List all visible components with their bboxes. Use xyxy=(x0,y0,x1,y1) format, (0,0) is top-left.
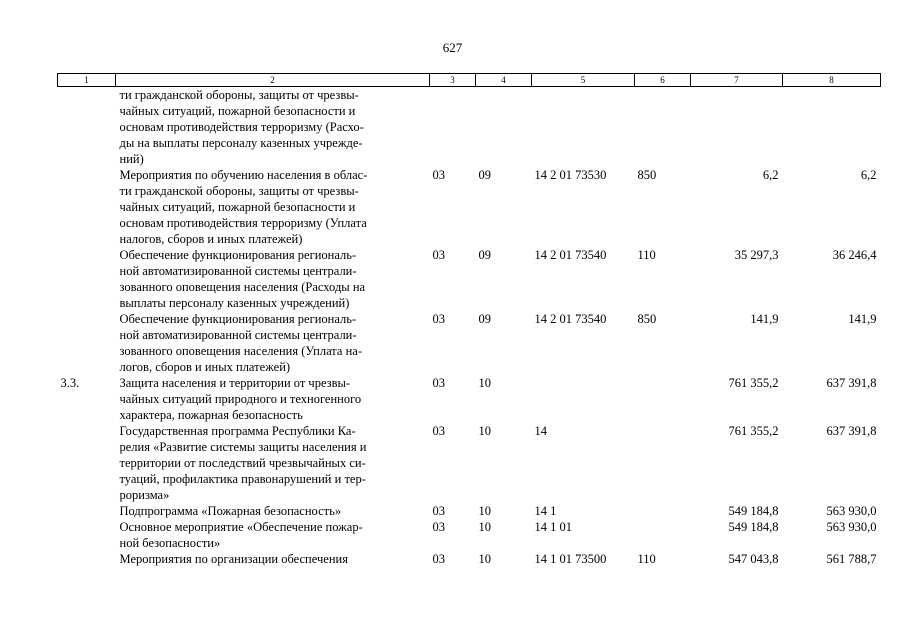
target-article-code: 14 2 01 73530 xyxy=(534,168,607,182)
item-number xyxy=(58,87,116,168)
table-row xyxy=(58,551,881,567)
expense-type-code: 110 xyxy=(637,248,656,262)
item-description: Государственная программа Республики Ка- релия «Развитие системы защиты населения и территории от последствий чрезвычайных си- туаций, профилактика правонарушений и тер- роризма» xyxy=(119,424,367,502)
item-number xyxy=(58,311,116,375)
amount-year-1: 549 184,8 xyxy=(728,520,779,534)
item-description: Мероприятия по организации обеспечения xyxy=(119,552,348,566)
table-row xyxy=(58,247,881,311)
section-code xyxy=(430,87,476,168)
amount-year-1: 6,2 xyxy=(762,168,779,182)
table-row xyxy=(58,519,881,551)
amount-year-1 xyxy=(691,87,783,168)
subsection-code: 10 xyxy=(478,376,491,390)
amount-year-1: 141,9 xyxy=(750,312,779,326)
item-description: Обеспечение функционирования региональ- ной автоматизированной системы централи- зованного оповещения населения (Расходы на выплаты персоналу казенных учреждений) xyxy=(119,248,366,310)
section-code: 03 xyxy=(432,520,445,534)
amount-year-1: 761 355,2 xyxy=(728,376,779,390)
table-row xyxy=(58,311,881,375)
budget-table xyxy=(57,73,881,567)
item-number xyxy=(58,503,116,519)
item-description: Основное мероприятие «Обеспечение пожар- ной безопасности» xyxy=(119,520,363,550)
amount-year-2: 6,2 xyxy=(860,168,877,182)
header-row xyxy=(58,74,881,87)
target-article-code: 14 2 01 73540 xyxy=(534,312,607,326)
target-article-code xyxy=(532,87,635,168)
header-col-3: 3 xyxy=(430,74,476,87)
amount-year-1: 761 355,2 xyxy=(728,424,779,438)
header-col-8: 8 xyxy=(783,74,881,87)
amount-year-2: 563 930,0 xyxy=(826,520,877,534)
amount-year-1: 35 297,3 xyxy=(734,248,779,262)
subsection-code: 09 xyxy=(478,248,491,262)
target-article-code: 14 1 01 73500 xyxy=(534,552,607,566)
amount-year-1: 549 184,8 xyxy=(728,504,779,518)
item-number xyxy=(58,519,116,551)
subsection-code: 10 xyxy=(478,504,491,518)
amount-year-2: 561 788,7 xyxy=(826,552,877,566)
header-col-7: 7 xyxy=(691,74,783,87)
item-number: 3.3. xyxy=(60,376,80,390)
table-row xyxy=(58,167,881,247)
subsection-code: 10 xyxy=(478,520,491,534)
expense-type-code xyxy=(635,519,691,551)
item-description: ти гражданской обороны, защиты от чрезвы- чайных ситуаций, пожарной безопасности и основам противодействия терроризму (Расхо- ды на выплаты персоналу казенных учрежде- ний) xyxy=(119,88,364,166)
expense-type-code: 850 xyxy=(637,312,657,326)
table-row xyxy=(58,423,881,503)
expense-type-code xyxy=(635,423,691,503)
header-col-5: 5 xyxy=(532,74,635,87)
item-description: Защита населения и территории от чрезвы- чайных ситуаций природного и техногенного характера, пожарная безопасность xyxy=(119,376,362,422)
expense-type-code xyxy=(635,503,691,519)
table-row xyxy=(58,87,881,168)
subsection-code: 09 xyxy=(478,168,491,182)
amount-year-2: 36 246,4 xyxy=(832,248,877,262)
item-number xyxy=(58,423,116,503)
target-article-code: 14 xyxy=(534,424,547,438)
section-code: 03 xyxy=(432,312,445,326)
expense-type-code: 110 xyxy=(637,552,656,566)
table-row xyxy=(58,503,881,519)
section-code: 03 xyxy=(432,552,445,566)
page-number: 627 xyxy=(442,40,463,55)
target-article-code: 14 2 01 73540 xyxy=(534,248,607,262)
amount-year-2: 637 391,8 xyxy=(826,424,877,438)
amount-year-2 xyxy=(783,87,881,168)
expense-type-code: 850 xyxy=(637,168,657,182)
expense-type-code xyxy=(635,375,691,423)
item-description: Обеспечение функционирования региональ- ной автоматизированной системы централи- зованного оповещения населения (Уплата на- логов, сборов и иных платежей) xyxy=(119,312,362,374)
subsection-code xyxy=(476,87,532,168)
section-code: 03 xyxy=(432,168,445,182)
section-code: 03 xyxy=(432,504,445,518)
header-col-2: 2 xyxy=(116,74,430,87)
amount-year-1: 547 043,8 xyxy=(728,552,779,566)
header-col-6: 6 xyxy=(635,74,691,87)
item-description: Подпрограмма «Пожарная безопасность» xyxy=(119,504,342,518)
amount-year-2: 563 930,0 xyxy=(826,504,877,518)
section-code: 03 xyxy=(432,376,445,390)
amount-year-2: 141,9 xyxy=(848,312,877,326)
item-number xyxy=(58,247,116,311)
header-col-4: 4 xyxy=(476,74,532,87)
table-row xyxy=(58,375,881,423)
amount-year-2: 637 391,8 xyxy=(826,376,877,390)
subsection-code: 09 xyxy=(478,312,491,326)
target-article-code: 14 1 xyxy=(534,504,557,518)
expense-type-code xyxy=(635,87,691,168)
item-description: Мероприятия по обучению населения в облас- ти гражданской обороны, защиты от чрезвы- чайных ситуаций, пожарной безопасности и основам противодействия терроризму (Уплата налогов, сборов и иных платежей) xyxy=(119,168,368,246)
item-number xyxy=(58,167,116,247)
item-number xyxy=(58,551,116,567)
section-code: 03 xyxy=(432,424,445,438)
header-col-1: 1 xyxy=(58,74,116,87)
subsection-code: 10 xyxy=(478,424,491,438)
target-article-code xyxy=(532,375,635,423)
section-code: 03 xyxy=(432,248,445,262)
target-article-code: 14 1 01 xyxy=(534,520,572,534)
subsection-code: 10 xyxy=(478,552,491,566)
